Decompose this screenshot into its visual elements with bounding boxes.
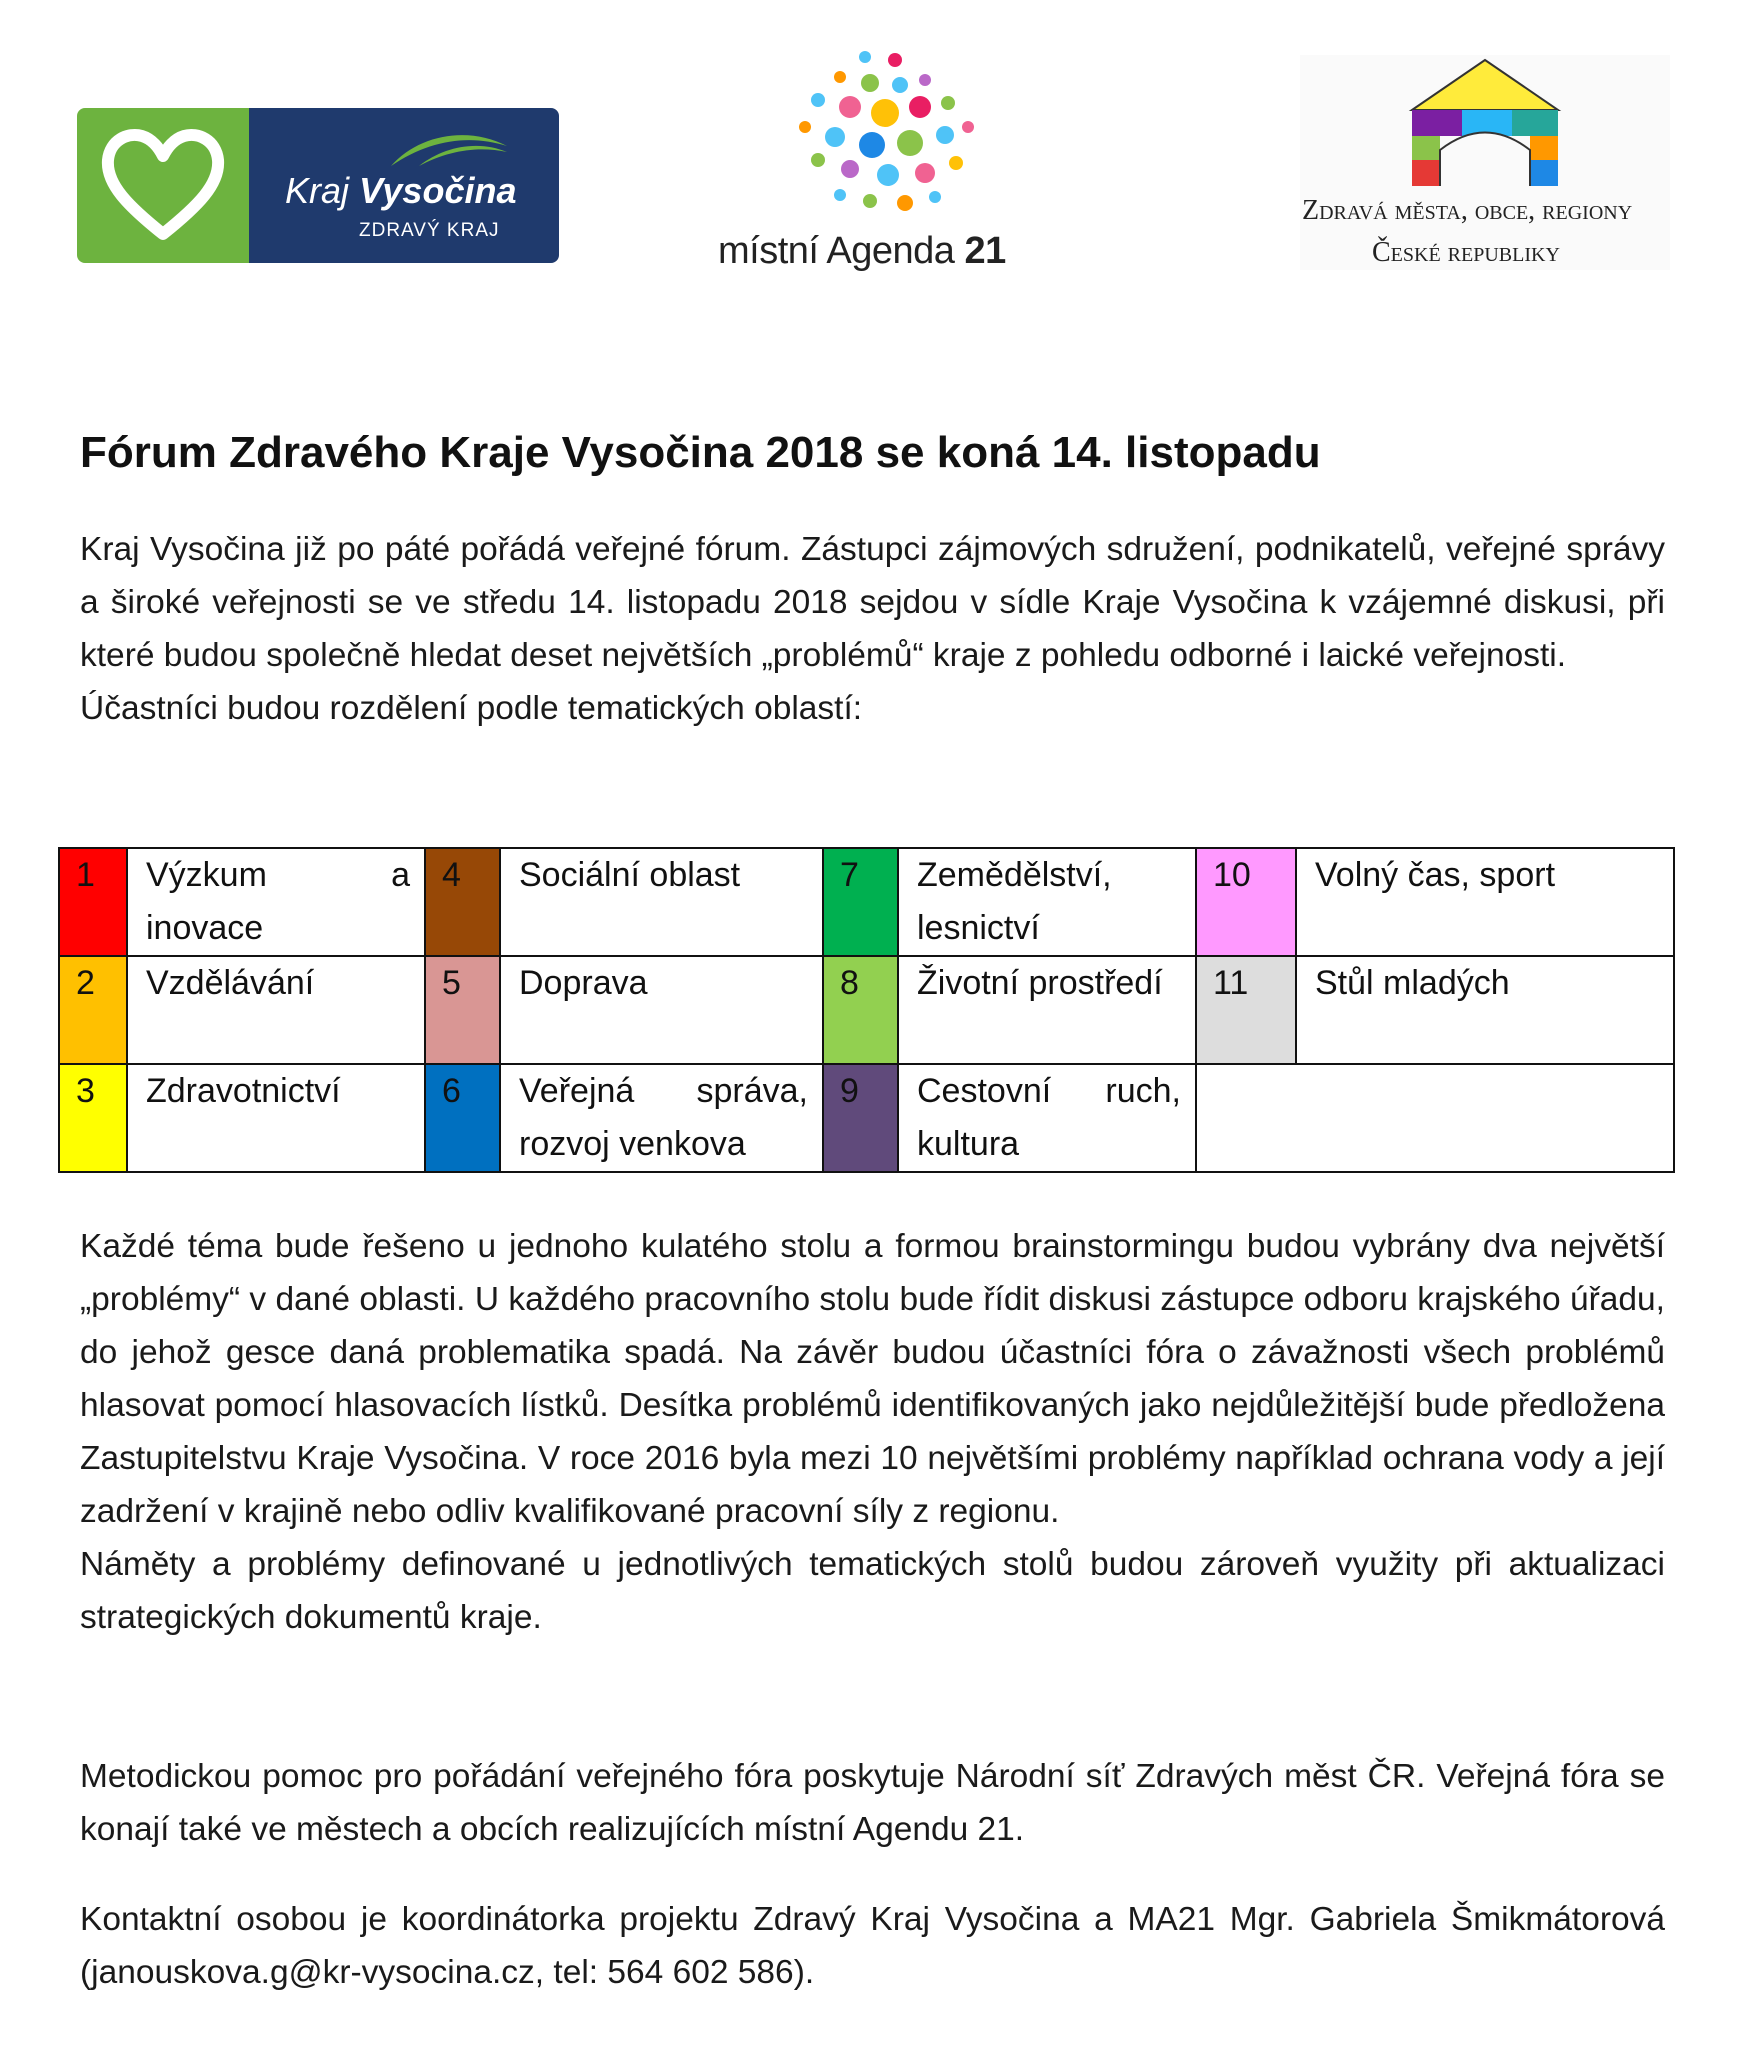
zdrava-mesta-logo: [1300, 55, 1670, 270]
body1-line2: Náměty a problémy definované u jednotlivých tematických stolů budou zároveň využity při aktualizaci strategických dokumentů kraje.: [80, 1546, 1665, 1636]
logo-kraj-text: Kraj Vysočina: [285, 170, 517, 211]
theme-label: Zdravotnictví: [127, 1064, 425, 1172]
zdrava-logo-line2: České republiky: [1372, 237, 1560, 268]
zdrava-logo-line1: Zdravá města, obce, regiony: [1302, 195, 1633, 226]
theme-number: 2: [59, 956, 127, 1064]
ma21-logo-text: místní Agenda 21: [718, 230, 1006, 272]
intro-line2: Účastníci budou rozdělení podle tematických oblastí:: [80, 690, 863, 727]
theme-number: 4: [425, 848, 500, 956]
theme-label: Cestovní ruch, kultura: [898, 1064, 1196, 1172]
house-icon: [1300, 55, 1670, 190]
ma21-logo: [700, 45, 1060, 285]
theme-label: Veřejná správa, rozvoj venkova: [500, 1064, 823, 1172]
theme-number: 7: [823, 848, 898, 956]
body-paragraph-2: Metodickou pomoc pro pořádání veřejného fóra poskytuje Národní síť Zdravých měst ČR. Veřejná fóra se konají také ve městech a obcích realizujících místní Agendu 21.: [80, 1758, 1665, 1848]
theme-number: 5: [425, 956, 500, 1064]
theme-number: 10: [1196, 848, 1296, 956]
body-paragraph-1: [80, 1220, 1665, 1644]
logo-subtitle: ZDRAVÝ KRAJ: [359, 220, 500, 241]
table-row: [59, 1064, 1674, 1172]
theme-label: Životní prostředí: [898, 956, 1196, 1064]
theme-label: Zemědělství, lesnictví: [898, 848, 1196, 956]
theme-label: Stůl mladých: [1296, 956, 1674, 1064]
table-row: [59, 848, 1674, 956]
theme-number: 3: [59, 1064, 127, 1172]
theme-number: 9: [823, 1064, 898, 1172]
swoosh-icon: [389, 128, 509, 168]
theme-number: 11: [1196, 956, 1296, 1064]
theme-number: 8: [823, 956, 898, 1064]
intro-paragraph: [80, 523, 1665, 735]
heart-icon: [77, 108, 249, 263]
theme-label: Sociální oblast: [500, 848, 823, 956]
intro-text: Kraj Vysočina již po páté pořádá veřejné fórum. Zástupci zájmových sdružení, podnikatelů, veřejné správy a široké veřejnosti se ve středu 14. listopadu 2018 sejdou v sídle Kraje Vysočina k vzájemné diskusi, při které budou společně hledat deset největších „problémů“ kraje z pohledu odborné i laické veřejnosti.: [80, 531, 1665, 674]
empty-cell: [1196, 1064, 1674, 1172]
page-title: Fórum Zdravého Kraje Vysočina 2018 se koná 14. listopadu: [80, 428, 1321, 477]
dots-icon: [700, 45, 1060, 225]
body1-text: Každé téma bude řešeno u jednoho kulatého stolu a formou brainstormingu budou vybrány dva největší „problémy“ v dané oblasti. U každého pracovního stolu bude řídit diskusi zástupce odboru krajského úřadu, do jehož gesce daná problematika spadá. Na závěr budou účastníci fóra o závažnosti všech problémů hlasovat pomocí hlasovacích lístků. Desítka problémů identifikovaných jako nejdůležitější bude předložena Zastupitelstvu Kraje Vysočina. V roce 2016 byla mezi 10 největšími problémy například ochrana vody a její zadržení v krajině nebo odliv kvalifikované pracovní síly z regionu.: [80, 1228, 1665, 1530]
body-paragraph-3: Kontaktní osobou je koordinátorka projektu Zdravý Kraj Vysočina a MA21 Mgr. Gabriela Šmikmátorová (janouskova.g@kr-vysocina.cz, tel: 564 602 586).: [80, 1901, 1665, 1991]
table-row: [59, 956, 1674, 1064]
kraj-vysocina-logo: [77, 108, 559, 263]
theme-label: Volný čas, sport: [1296, 848, 1674, 956]
theme-label: Doprava: [500, 956, 823, 1064]
themes-table: [58, 847, 1675, 1173]
theme-number: 6: [425, 1064, 500, 1172]
theme-label: Výzkum a inovace: [127, 848, 425, 956]
theme-label: Vzdělávání: [127, 956, 425, 1064]
theme-number: 1: [59, 848, 127, 956]
